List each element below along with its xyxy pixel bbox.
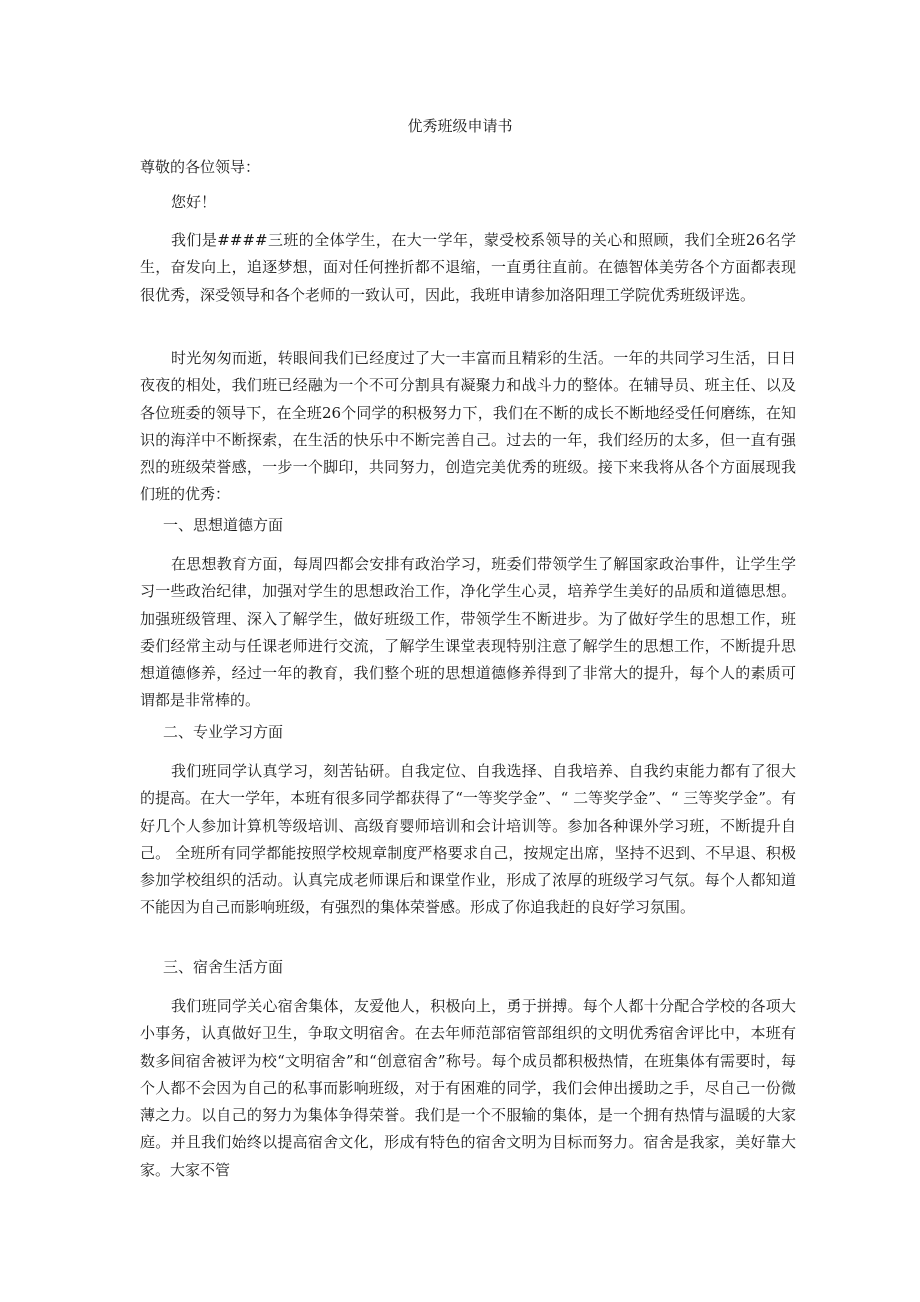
document-title: 优秀班级申请书 bbox=[407, 117, 513, 135]
section-heading-dormitory: 三、宿舍生活方面 bbox=[163, 958, 284, 976]
section-heading-morality: 一、思想道德方面 bbox=[163, 516, 284, 534]
section-body-morality: 在思想教育方面，每周四都会安排有政治学习，班委们带领学生了解国家政治事件，让学生学习一些政治纪律，加强对学生的思想政治工作，净化学生心灵，培养学生美好的品质和道德思想。加强班级管理、深入了解学生，做好班级工作，带领学生不断进步。为了做好学生的思想工作，班委们经常主动与任课老师进行交流，了解学生课堂表现特别注意了解学生的思想工作，不断提升思想道德修养，经过一年的教育，我们整个班的思想道德修养得到了非常大的提升，每个人的素质可谓都是非常棒的。 bbox=[140, 555, 796, 710]
intro-paragraph-2: 时光匆匆而逝，转眼间我们已经度过了大一丰富而且精彩的生活。一年的共同学习生活，日日夜夜的相处，我们班已经融为一个不可分割具有凝聚力和战斗力的整体。在辅导员、班主任、以及各位班委的领导下，在全班26个同学的积极努力下，我们在不断的成长不断地经受任何磨练，在知识的海洋中不断探索，在生活的快乐中不断完善自己。过去的一年，我们经历的太多，但一直有强烈的班级荣誉感，一步一个脚印，共同努力，创造完美优秀的班级。接下来我将从各个方面展现我们班的优秀： bbox=[140, 349, 796, 504]
section-body-dormitory: 我们班同学关心宿舍集体，友爱他人，积极向上，勇于拼搏。每个人都十分配合学校的各项大小事务，认真做好卫生，争取文明宿舍。在去年师范部宿管部组织的文明优秀宿舍评比中，本班有数多间宿舍被评为校“文明宿舍”和“创意宿舍”称号。每个成员都积极热情，在班集体有需要时，每个人都不会因为自己的私事而影响班级，对于有困难的同学，我们会伸出援助之手，尽自己一份微薄之力。以自己的努力为集体争得荣誉。我们是一个不服输的集体，是一个拥有热情与温暖的大家庭。并且我们始终以提高宿舍文化，形成有特色的宿舍文明为目标而努力。宿舍是我家，美好靠大家。大家不管 bbox=[140, 997, 796, 1179]
section-body-study: 我们班同学认真学习，刻苦钻研。自我定位、自我选择、自我培养、自我约束能力都有了很大的提高。在大一学年，本班有很多同学都获得了“一等奖学金”、“ 二等奖学金”、“ 三等奖学金”。有好几个人参加计算机等级培训、高级育婴师培训和会计培训等。参加各种课外学习班，不断提升自己。 全班所有同学都能按照学校规章制度严格要求自己，按规定出席，坚持不迟到、不早退、积极参加学校组织的活动。认真完成老师课后和课堂作业，形成了浓厚的班级学习气氛。每个人都知道不能因为自己而影响班级，有强烈的集体荣誉感。形成了你追我赶的良好学习氛围。 bbox=[140, 762, 796, 917]
greeting: 您好！ bbox=[171, 193, 217, 211]
salutation: 尊敬的各位领导： bbox=[140, 158, 261, 176]
section-heading-study: 二、专业学习方面 bbox=[163, 723, 284, 741]
intro-paragraph-1: 我们是####三班的全体学生，在大一学年，蒙受校系领导的关心和照顾，我们全班26名学生，奋发向上，追逐梦想，面对任何挫折都不退缩，一直勇往直前。在德智体美劳各个方面都表现很优秀，深受领导和各个老师的一致认可，因此，我班申请参加洛阳理工学院优秀班级评选。 bbox=[140, 231, 796, 304]
